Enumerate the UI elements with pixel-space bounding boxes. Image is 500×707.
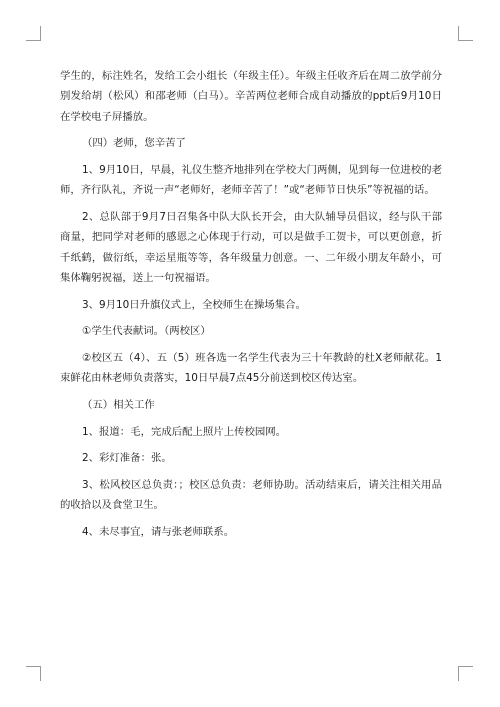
paragraph: 3、9月10日升旗仪式上，全校师生在操场集合。 [82,298,306,311]
paragraph: ①学生代表献词。（两校区） [82,325,211,338]
paragraph: 4、未尽事宜，请与张老师联系。 [82,525,235,538]
paragraph: ②校区五（4）、五（5）班各选一名学生代表为三十年教龄的杜X老师献花。1束鲜花由林老师负责落实，10日早晨7点45分前送到校区传达室。 [60,352,442,385]
paragraph: 1、9月10日，早晨，礼仪生整齐地排列在学校大门两侧，见到每一位进校的老师，齐行队礼，齐说一声“老师好，老师辛苦了！”或“老师节日快乐”等祝福的话。 [60,164,442,197]
crop-mark-bottom-right [458,666,473,681]
document-body [60,66,442,548]
paragraph: 学生的，标注姓名，发给工会小组长（年级主任）。年级主任收齐后在周二放学前分别发给胡（松风）和邵老师（白马）。辛苦两位老师合成自动播放的ppt后9月10日在学校电子屏播放。 [60,70,442,123]
crop-mark-top-right [458,26,473,41]
crop-mark-top-left [26,26,41,41]
paragraph: 2、彩灯准备：张。 [82,452,172,465]
paragraph: 2、总队部于9月7日召集各中队大队长开会，由大队辅导员倡议，经与队干部商量，把同学对老师的感恩之心体现于行动，可以是做手工贺卡，可以更创意，折千纸鹤，做衍纸，幸运星瓶等等，各年级量力创意。一、二年级小朋友年龄小，可集体鞠躬祝福，送上一句祝福语。 [60,211,442,285]
section-heading-5: （五）相关工作 [82,399,155,411]
paragraph: 1、报道：毛，完成后配上照片上传校园网。 [82,425,287,438]
crop-mark-bottom-left [26,666,41,681]
section-heading-4: （四）老师，您辛苦了 [82,137,186,150]
paragraph: 3、松风校区总负责：；校区总负责：老师协助。活动结束后，请关注相关用品的收拾以及食堂卫生。 [60,478,442,512]
